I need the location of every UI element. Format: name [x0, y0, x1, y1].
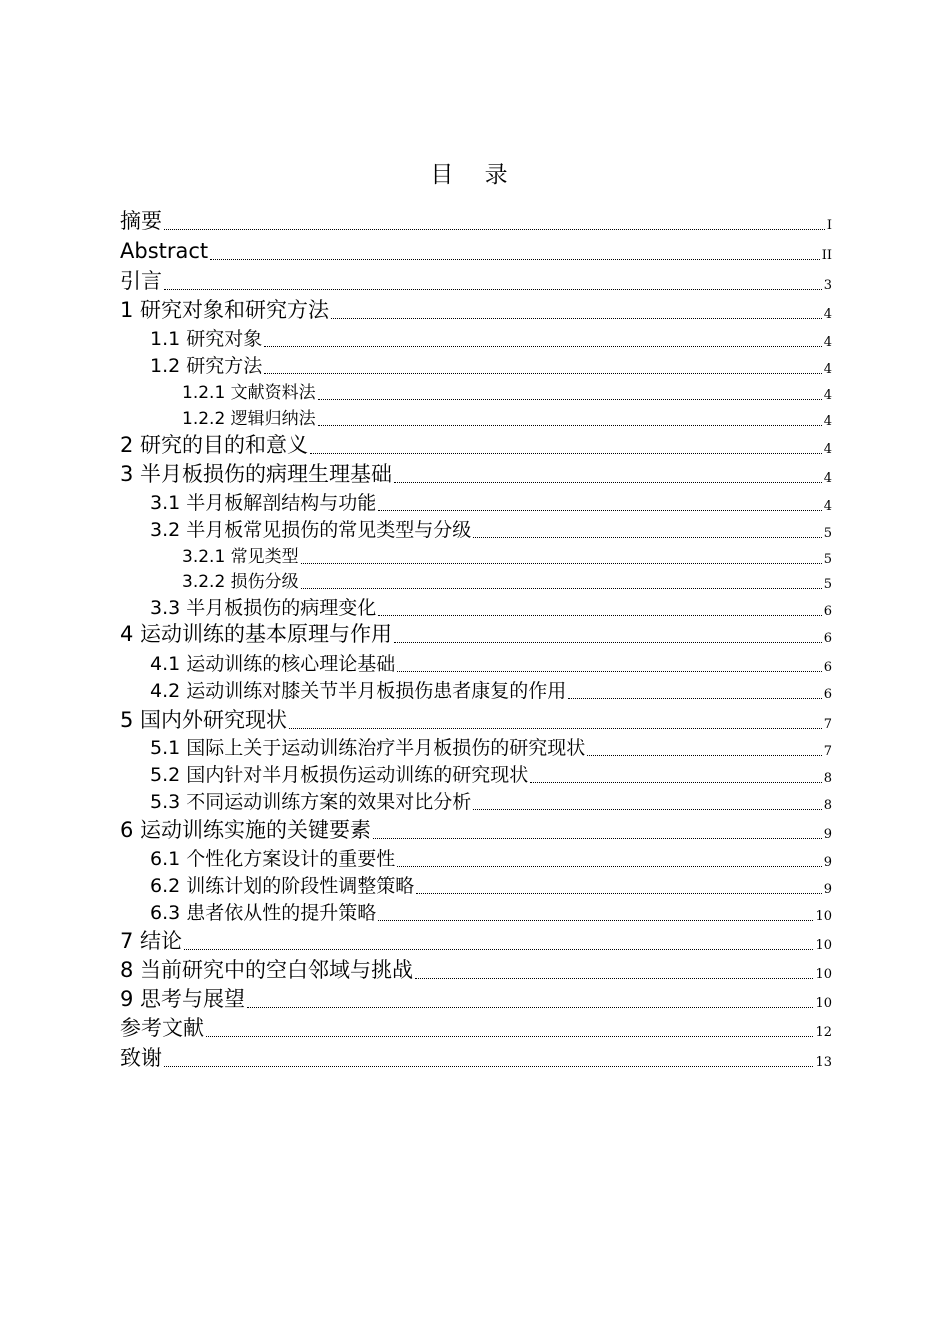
toc-entry[interactable]	[120, 1015, 832, 1039]
toc-entry[interactable]	[120, 928, 832, 952]
toc-entry-label: 3.1 半月板解剖结构与功能	[150, 492, 377, 514]
toc-entry[interactable]	[150, 325, 832, 349]
dot-leader	[184, 948, 813, 950]
toc-entry-page-number: 10	[815, 996, 832, 1011]
toc-entry-page-number: 4	[823, 499, 832, 514]
dot-leader	[530, 781, 821, 783]
toc-entry[interactable]	[150, 677, 832, 701]
toc-entry-page-number: 9	[823, 882, 832, 897]
toc-entry-page-number: II	[821, 248, 832, 263]
toc-entry-page-number: 9	[823, 855, 832, 870]
dot-leader	[397, 670, 821, 672]
dot-leader	[568, 697, 821, 699]
toc-entry[interactable]	[120, 268, 832, 292]
dot-leader	[310, 452, 822, 454]
toc-entry-page-number: 10	[815, 909, 832, 924]
toc-entry-label: 4.2 运动训练对膝关节半月板损伤患者康复的作用	[150, 680, 567, 702]
toc-entry-label: 1.2.2 逻辑归纳法	[182, 409, 316, 429]
toc-entry[interactable]	[120, 986, 832, 1010]
dot-leader	[301, 587, 822, 589]
toc-entry-page-number: 4	[823, 335, 832, 350]
toc-entry-label: 5 国内外研究现状	[120, 708, 288, 732]
toc-entry-page-number: 10	[815, 938, 832, 953]
toc-entry-page-number: 3	[823, 278, 832, 293]
toc-entry[interactable]	[182, 404, 832, 428]
toc-entry-page-number: 5	[823, 526, 832, 541]
toc-title: 目 录	[430, 162, 520, 188]
toc-entry-page-number: 5	[823, 552, 832, 567]
toc-entry-page-number: 5	[823, 577, 832, 592]
dot-leader	[318, 398, 822, 400]
toc-entry-label: 致谢	[120, 1046, 162, 1070]
toc-entry-label: 6.1 个性化方案设计的重要性	[150, 848, 396, 870]
toc-entry-page-number: 4	[823, 362, 832, 377]
toc-entry-label: 引言	[120, 269, 162, 293]
toc-entry-label: 4 运动训练的基本原理与作用	[120, 622, 393, 646]
toc-entry-page-number: 7	[823, 717, 832, 732]
dot-leader	[331, 317, 822, 319]
toc-entry-label: 3.2 半月板常见损伤的常见类型与分级	[150, 519, 472, 541]
dot-leader	[264, 372, 821, 374]
toc-entry-label: 参考文献	[120, 1016, 204, 1040]
toc-entry-page-number: 4	[823, 471, 832, 486]
toc-entry-label: 1 研究对象和研究方法	[120, 298, 330, 322]
toc-entry[interactable]	[150, 650, 832, 674]
toc-entry-label: 9 思考与展望	[120, 987, 246, 1011]
toc-entry[interactable]	[120, 461, 832, 485]
toc-entry-label: 1.2.1 文献资料法	[182, 383, 316, 403]
toc-entry[interactable]	[182, 567, 832, 591]
toc-entry[interactable]	[150, 761, 832, 785]
dot-leader	[473, 536, 821, 538]
toc-entry-label: 6 运动训练实施的关键要素	[120, 818, 372, 842]
toc-entry-page-number: 6	[823, 687, 832, 702]
toc-entry-label: 4.1 运动训练的核心理论基础	[150, 653, 396, 675]
toc-entry-page-number: 4	[823, 442, 832, 457]
toc-entry-label: 7 结论	[120, 929, 183, 953]
toc-entry-label: 摘要	[120, 209, 162, 233]
dot-leader	[247, 1006, 813, 1008]
dot-leader	[164, 1065, 813, 1067]
toc-entry-page-number: 13	[815, 1055, 832, 1070]
toc-entry[interactable]	[182, 378, 832, 402]
toc-entry[interactable]	[120, 432, 832, 456]
toc-entry-page-number: 10	[815, 967, 832, 982]
toc-entry-page-number: 6	[823, 604, 832, 619]
dot-leader	[264, 345, 821, 347]
toc-entry-page-number: 12	[815, 1025, 832, 1040]
toc-entry-page-number: 7	[823, 744, 832, 759]
dot-leader	[164, 288, 822, 290]
toc-entry-label: 5.3 不同运动训练方案的效果对比分析	[150, 791, 472, 813]
toc-entry[interactable]	[150, 352, 832, 376]
toc-entry[interactable]	[120, 1045, 832, 1069]
toc-entry[interactable]	[150, 845, 832, 869]
toc-entry-label: 3.2.1 常见类型	[182, 547, 299, 567]
toc-entry-page-number: 6	[823, 660, 832, 675]
dot-leader	[378, 614, 821, 616]
dot-leader	[587, 754, 821, 756]
toc-entry[interactable]	[150, 516, 832, 540]
toc-entry[interactable]	[150, 872, 832, 896]
dot-leader	[301, 562, 822, 564]
toc-entry[interactable]	[120, 707, 832, 731]
dot-leader	[378, 509, 821, 511]
toc-entry[interactable]	[150, 734, 832, 758]
toc-entry-label: 1.2 研究方法	[150, 355, 263, 377]
toc-entry-page-number: 6	[823, 631, 832, 646]
dot-leader	[378, 919, 813, 921]
toc-entry[interactable]	[182, 542, 832, 566]
toc-entry[interactable]	[120, 621, 832, 645]
toc-entry[interactable]	[120, 297, 832, 321]
toc-entry[interactable]	[120, 817, 832, 841]
dot-leader	[397, 865, 821, 867]
dot-leader	[210, 258, 820, 260]
toc-entry-label: 5.1 国际上关于运动训练治疗半月板损伤的研究现状	[150, 737, 586, 759]
toc-entry-label: 5.2 国内针对半月板损伤运动训练的研究现状	[150, 764, 529, 786]
toc-entry-page-number: 9	[823, 827, 832, 842]
toc-entry[interactable]	[150, 489, 832, 513]
dot-leader	[473, 808, 821, 810]
dot-leader	[164, 228, 825, 230]
dot-leader	[416, 892, 821, 894]
toc-entry-label: 2 研究的目的和意义	[120, 433, 309, 457]
dot-leader	[318, 424, 822, 426]
toc-entry-label: 6.2 训练计划的阶段性调整策略	[150, 875, 415, 897]
toc-entry-page-number: 4	[823, 388, 832, 403]
toc-entry-label: 3 半月板损伤的病理生理基础	[120, 462, 393, 486]
toc-entry[interactable]	[120, 208, 832, 232]
dot-leader	[394, 481, 822, 483]
toc-entry[interactable]	[120, 957, 832, 981]
dot-leader	[394, 641, 822, 643]
toc-entry-page-number: I	[826, 218, 832, 233]
toc-entry-label: 3.3 半月板损伤的病理变化	[150, 597, 377, 619]
toc-entry-label: 3.2.2 损伤分级	[182, 572, 299, 592]
dot-leader	[206, 1035, 813, 1037]
toc-entry-page-number: 8	[823, 798, 832, 813]
toc-entry-page-number: 4	[823, 307, 832, 322]
toc-entry-page-number: 8	[823, 771, 832, 786]
toc-entry[interactable]	[150, 788, 832, 812]
toc-entry[interactable]	[120, 238, 832, 262]
toc-entry-label: 8 当前研究中的空白邻域与挑战	[120, 958, 414, 982]
dot-leader	[373, 837, 822, 839]
toc-entry[interactable]	[150, 899, 832, 923]
toc-entry-label: 6.3 患者依从性的提升策略	[150, 902, 377, 924]
toc-entry-label: 1.1 研究对象	[150, 328, 263, 350]
dot-leader	[415, 977, 813, 979]
toc-entry[interactable]	[150, 594, 832, 618]
dot-leader	[289, 727, 822, 729]
toc-entry-label: Abstract	[120, 239, 209, 263]
toc-entry-page-number: 4	[823, 414, 832, 429]
